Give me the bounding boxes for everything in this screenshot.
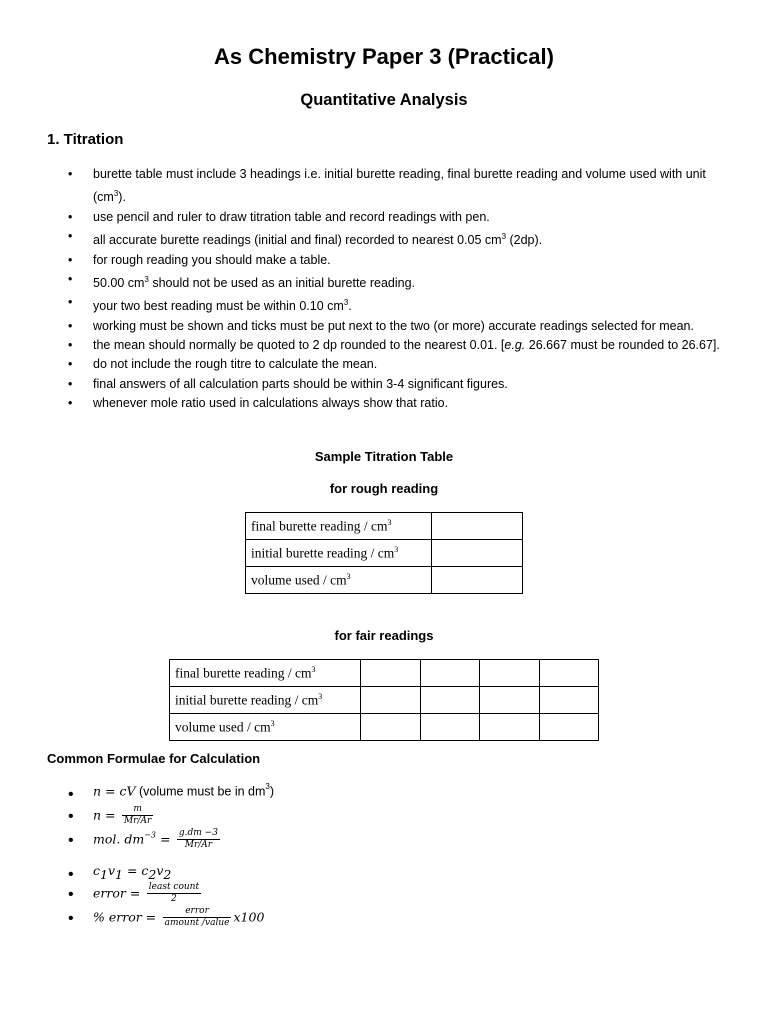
fraction: $\frac{\text{least count}}{2}$ — [148, 882, 200, 904]
row-label: final burette reading / $cm^3$ — [170, 660, 361, 687]
bullet-icon: • — [68, 209, 73, 224]
table-cell — [361, 660, 421, 687]
bullet-icon: • — [68, 395, 73, 410]
table-cell — [361, 714, 421, 741]
section-heading-titration: 1. Titration — [47, 131, 124, 148]
table-cell — [539, 714, 599, 741]
table-cell — [432, 540, 523, 567]
row-label: initial burette reading / $cm^3$ — [246, 540, 432, 567]
bullet-icon: • — [68, 786, 74, 803]
fraction: $\frac{m}{Mr/Ar}$ — [123, 804, 152, 826]
table-cell — [480, 687, 540, 714]
bullet-icon: • — [68, 886, 74, 903]
rule-item: • your two best reading must be within 0.10 $cm^3$. — [68, 295, 352, 314]
table-cell — [361, 687, 421, 714]
rule-item: • for rough reading you should make a table. — [68, 251, 728, 270]
table-row — [170, 687, 599, 714]
row-label: final burette reading / $cm^3$ — [246, 513, 432, 540]
formulae-heading: Common Formulae for Calculation — [47, 751, 261, 766]
rule-item: • whenever mole ratio used in calculations always show that ratio. — [68, 394, 728, 413]
bullet-icon: • — [68, 167, 73, 181]
row-label: volume used / $cm^3$ — [246, 567, 432, 594]
fraction: $\frac{\text{error}}{\text{amount /value}}$ — [164, 906, 230, 928]
table-cell — [432, 567, 523, 594]
page-subtitle: Quantitative Analysis — [300, 91, 468, 109]
fair-readings-table — [169, 659, 599, 741]
rule-item: • working must be shown and ticks must be put next to the two (or more) accurate readings selected for mean. — [68, 317, 728, 336]
bullet-icon: • — [68, 318, 73, 333]
bullet-icon: • — [68, 832, 74, 849]
table-cell — [420, 687, 480, 714]
bullet-icon: • — [68, 910, 74, 927]
formula-item: • % error = $\frac{\text{error}}{\text{amount /value}}$ x100 — [68, 906, 265, 928]
table-cell — [420, 714, 480, 741]
fraction: $\frac{g.dm -3}{Mr/Ar}$ — [178, 828, 218, 850]
bullet-icon: • — [68, 808, 74, 825]
formula-item: • n = $\frac{m}{Mr/Ar}$ — [68, 804, 152, 826]
bullet-icon: • — [68, 271, 73, 286]
fair-readings-caption: for fair readings — [334, 628, 434, 643]
bullet-icon: • — [68, 252, 73, 267]
rule-item: • all accurate burette readings (initial and final) recorded to nearest 0.05 $cm^3$ (2dp). — [68, 229, 543, 248]
formula-item: • n = cV (volume must be in $dm^3$) — [68, 782, 275, 803]
rule-item: • use pencil and ruler to draw titration table and record readings with pen. — [68, 208, 728, 227]
bullet-icon: • — [68, 866, 74, 883]
table-row — [170, 714, 599, 741]
page-title: As Chemistry Paper 3 (Practical) — [214, 44, 554, 69]
formulae-list — [68, 782, 668, 932]
rough-reading-table — [245, 512, 523, 594]
bullet-icon: • — [68, 357, 73, 372]
rule-item: • 50.00 $cm^3$ should not be used as an initial burette reading. — [68, 271, 416, 290]
table-cell — [480, 660, 540, 687]
formula-item: • $c_1v_1 = c_2v_2$ — [68, 863, 172, 883]
table-row — [246, 513, 523, 540]
titration-rules-list — [68, 165, 728, 413]
formula-item: • error = $\frac{\text{least count}}{2}$ — [68, 882, 200, 904]
table-cell — [480, 714, 540, 741]
formula-item: • mol. $dm^{-3}$ = $\frac{g.dm -3}{Mr/Ar}$ — [68, 828, 218, 850]
table-cell — [539, 660, 599, 687]
bullet-icon: • — [68, 295, 73, 310]
rule-item: • do not include the rough titre to calculate the mean. — [68, 355, 728, 374]
table-cell — [432, 513, 523, 540]
row-label: initial burette reading / $cm^3$ — [170, 687, 361, 714]
rough-reading-caption: for rough reading — [329, 481, 439, 496]
bullet-icon: • — [68, 376, 73, 391]
table-cell — [420, 660, 480, 687]
rule-item: • the mean should normally be quoted to 2 dp rounded to the nearest 0.01. [e.g. 26.667 must be rounded to 26.67]. — [68, 336, 728, 355]
row-label: volume used / $cm^3$ — [170, 714, 361, 741]
table-cell — [539, 687, 599, 714]
table-row — [170, 660, 599, 687]
bullet-icon: • — [68, 229, 73, 244]
bullet-icon: • — [68, 338, 73, 352]
rule-item: • burette table must include 3 headings i.e. initial burette reading, final burette reading and volume used with unit $(cm^3)$. — [68, 167, 706, 205]
sample-table-caption: Sample Titration Table — [314, 449, 454, 464]
rule-item: • final answers of all calculation parts should be within 3-4 significant figures. — [68, 375, 728, 394]
table-row — [246, 567, 523, 594]
table-row — [246, 540, 523, 567]
